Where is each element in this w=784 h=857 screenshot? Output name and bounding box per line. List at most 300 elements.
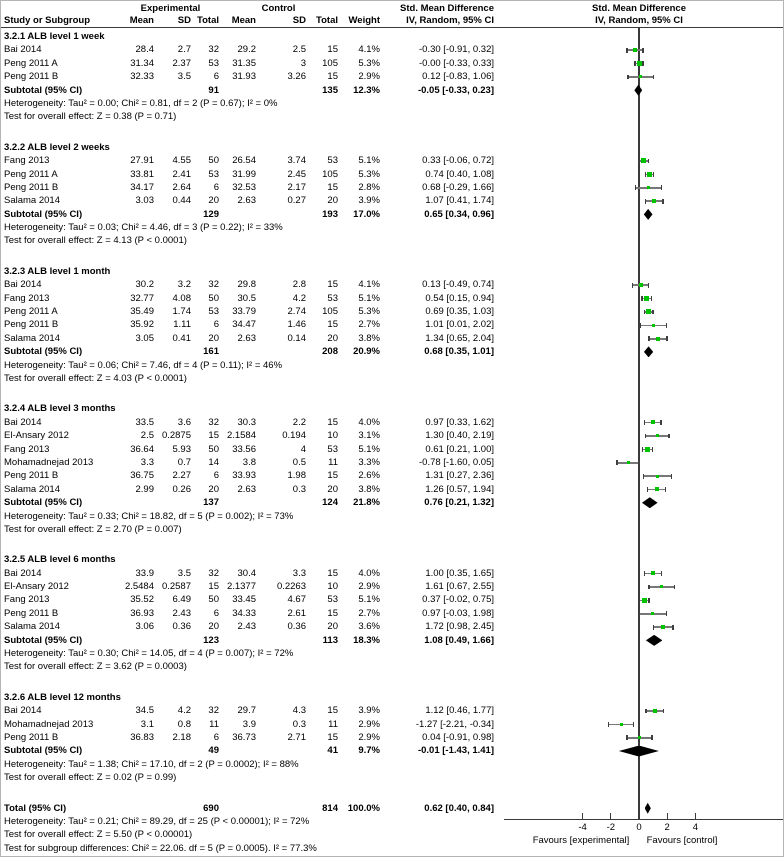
ctl-total: 113 <box>322 634 338 646</box>
plot-cell <box>504 416 784 429</box>
effect-marker <box>656 434 659 437</box>
ctl-mean: 31.35 <box>232 57 256 69</box>
pooled-diamond <box>644 209 653 220</box>
overall-effect-text: Test for overall effect: Z = 4.13 (P < 0.0001) <box>4 235 187 247</box>
exp-sd-header: SD <box>177 15 191 26</box>
ci-endcap <box>651 296 652 301</box>
study-name: Salama 2014 <box>4 195 60 207</box>
plot-method-header: IV, Random, 95% CI <box>595 15 683 26</box>
exp-mean <box>122 802 154 815</box>
effect-marker <box>651 571 655 575</box>
exp-total: 50 <box>208 594 219 606</box>
ctl-total: 15 <box>327 181 338 193</box>
smd-ci-text: 1.01 [0.01, 2.02] <box>425 319 494 331</box>
ctl-total: 53 <box>327 443 338 455</box>
study-row <box>1 704 783 717</box>
effect-marker <box>637 61 642 66</box>
exp-mean: 27.91 <box>130 155 154 167</box>
effect-marker <box>638 736 641 739</box>
exp-mean: 35.92 <box>130 319 154 331</box>
overall-effect-row <box>1 234 783 247</box>
smd-ci-text: 1.00 [0.35, 1.65] <box>425 567 494 579</box>
weight: 4.1% <box>358 44 380 56</box>
subtotal-label: Subtotal (95% CI) <box>4 497 83 509</box>
exp-sd: 1.11 <box>173 319 191 331</box>
ci-endcap <box>616 460 617 465</box>
study-column-header: Study or Subgroup <box>4 15 91 26</box>
effect-marker <box>627 461 630 464</box>
effect-marker <box>639 283 643 287</box>
exp-sd: 0.8 <box>177 718 191 730</box>
ctl-mean: 2.43 <box>237 621 256 633</box>
ctl-mean: 2.63 <box>237 195 256 207</box>
effect-marker <box>647 172 652 177</box>
exp-sd <box>154 496 191 509</box>
ctl-total: 10 <box>327 430 338 442</box>
study-name: Peng 2011 B <box>4 731 59 743</box>
effect-marker <box>647 186 650 189</box>
ci-endcap <box>639 598 640 603</box>
plot-cell <box>504 620 784 633</box>
study-name: Bai 2014 <box>4 705 42 717</box>
heterogeneity-row <box>1 647 783 660</box>
pooled-diamond <box>645 803 651 814</box>
study-row <box>1 731 783 744</box>
smd-ci-text: 1.30 [0.40, 2.19] <box>425 430 494 442</box>
ctl-total: 20 <box>327 195 338 207</box>
study-row <box>1 567 783 580</box>
exp-mean <box>122 496 154 509</box>
study-name: Mohamadnejad 2013 <box>4 718 94 730</box>
subtotal-label: Subtotal (95% CI) <box>4 346 83 358</box>
axis-tick-label: 4 <box>692 822 699 833</box>
ctl-mean-header: Mean <box>231 15 256 26</box>
ctl-mean: 3.9 <box>242 718 256 730</box>
study-name: Peng 2011 A <box>4 306 58 318</box>
exp-mean: 33.9 <box>135 567 154 579</box>
study-row <box>1 469 783 482</box>
ctl-mean <box>219 634 256 647</box>
ci-endcap <box>642 447 643 452</box>
effect-marker <box>641 158 646 163</box>
ctl-mean <box>219 208 256 221</box>
plot-cell <box>504 483 784 496</box>
study-row <box>1 718 783 731</box>
ctl-mean: 29.8 <box>237 279 256 291</box>
table-header <box>1 1 783 28</box>
study-name: Bai 2014 <box>4 279 42 291</box>
ctl-sd: 0.14 <box>287 332 306 344</box>
axis-tick <box>610 813 611 819</box>
plot-cell <box>504 168 784 181</box>
exp-mean: 28.4 <box>135 44 154 56</box>
smd-ci-text: 0.97 [-0.03, 1.98] <box>422 607 494 619</box>
plot-cell <box>504 802 784 815</box>
exp-mean-header: Mean <box>129 15 154 26</box>
axis-tick-label: 2 <box>664 822 670 833</box>
exp-mean: 33.5 <box>135 416 154 428</box>
smd-ci-text: 1.26 [0.57, 1.94] <box>425 483 494 495</box>
ctl-total: 814 <box>322 802 338 814</box>
exp-sd: 0.7 <box>177 456 191 468</box>
ci-endcap <box>645 172 646 177</box>
overall-effect-text: Test for overall effect: Z = 4.03 (P < 0.0001) <box>4 372 187 384</box>
ctl-mean: 29.2 <box>237 44 256 56</box>
effect-marker <box>653 709 657 713</box>
effect-marker <box>652 324 655 327</box>
ctl-sd: 0.194 <box>282 430 306 442</box>
exp-mean: 32.77 <box>130 292 154 304</box>
ci-endcap <box>674 585 675 590</box>
exp-mean: 35.52 <box>130 594 154 606</box>
smd-ci-text: 0.61 [0.21, 1.00] <box>425 443 494 455</box>
exp-total: 123 <box>203 634 219 646</box>
ctl-mean: 2.63 <box>237 483 256 495</box>
weight: 2.9% <box>358 581 380 593</box>
exp-mean: 3.06 <box>135 621 154 633</box>
exp-sd: 0.2875 <box>161 430 191 442</box>
subtotal-row <box>1 744 783 757</box>
weight: 3.8% <box>358 483 380 495</box>
heterogeneity-row <box>1 221 783 234</box>
ctl-total: 105 <box>322 168 338 180</box>
plot-cell <box>504 181 784 194</box>
plot-cell <box>504 593 784 606</box>
ctl-mean: 30.3 <box>237 416 256 428</box>
ci-endcap <box>644 310 645 315</box>
study-name: Salama 2014 <box>4 621 60 633</box>
ctl-sd: 0.3 <box>292 718 306 730</box>
ctl-sd <box>256 802 306 815</box>
ctl-total: 193 <box>322 208 338 220</box>
smd-ci-text: 1.07 [0.41, 1.74] <box>425 195 494 207</box>
ctl-sd: 0.3 <box>292 483 306 495</box>
exp-total: 20 <box>208 195 219 207</box>
effect-marker <box>656 475 659 478</box>
axis-tick <box>667 813 668 819</box>
ci-endcap <box>626 735 627 740</box>
ctl-mean: 33.93 <box>232 470 256 482</box>
smd-ci-text: 0.37 [-0.02, 0.75] <box>422 594 494 606</box>
heterogeneity-text: Heterogeneity: Tau² = 1.38; Chi² = 17.10, df = 2 (P = 0.0002); I² = 88% <box>4 758 299 770</box>
weight: 21.8% <box>353 497 380 509</box>
overall-effect-text: Test for overall effect: Z = 0.38 (P = 0.71) <box>4 111 177 123</box>
exp-mean: 3.1 <box>140 718 154 730</box>
ci-endcap <box>635 185 636 190</box>
weight: 3.8% <box>358 332 380 344</box>
overall-effect-row <box>1 523 783 536</box>
ctl-mean: 2.1377 <box>226 581 256 593</box>
overall-effect-row <box>1 771 783 784</box>
weight: 20.9% <box>353 346 380 358</box>
smd-ci-text: 0.69 [0.35, 1.03] <box>425 306 494 318</box>
ci-endcap <box>672 625 673 630</box>
ctl-sd: 2.8 <box>292 279 306 291</box>
exp-sd <box>154 84 191 97</box>
overall-effect-text: Test for overall effect: Z = 0.02 (P = 0.99) <box>4 772 177 784</box>
exp-total: 161 <box>203 346 219 358</box>
exp-sd: 0.36 <box>172 621 191 633</box>
weight: 4.0% <box>358 567 380 579</box>
header-column-row <box>1 15 783 27</box>
exp-sd <box>154 744 191 757</box>
exp-mean: 32.33 <box>130 71 154 83</box>
plot-cell <box>504 634 784 647</box>
plot-cell <box>504 84 784 97</box>
exp-mean: 33.81 <box>130 168 154 180</box>
exp-sd: 4.2 <box>177 705 191 717</box>
ctl-mean: 32.53 <box>232 181 256 193</box>
smd-ci-text: 0.97 [0.33, 1.62] <box>425 416 494 428</box>
study-row <box>1 181 783 194</box>
plot-cell <box>504 429 784 442</box>
exp-sd <box>154 802 191 815</box>
exp-total: 6 <box>213 470 219 482</box>
ctl-sd: 2.17 <box>287 181 306 193</box>
ci-endcap <box>663 709 664 714</box>
exp-total: 49 <box>208 745 219 757</box>
ctl-sd: 3 <box>300 57 306 69</box>
effect-marker <box>644 296 649 301</box>
exp-total: 20 <box>208 332 219 344</box>
smd-ci-text: -0.01 [-1.43, 1.41] <box>417 745 494 757</box>
total-label: Total (95% CI) <box>4 802 67 814</box>
exp-total: 6 <box>213 731 219 743</box>
ctl-total: 53 <box>327 155 338 167</box>
ci-endcap <box>648 585 649 590</box>
exp-sd: 3.5 <box>177 71 191 83</box>
smd-ci-text: 0.12 [-0.83, 1.06] <box>422 71 494 83</box>
total-heterogeneity-text: Heterogeneity: Tau² = 0.21; Chi² = 89.29, df = 25 (P < 0.00001); I² = 72% <box>4 815 310 827</box>
weight: 4.0% <box>358 416 380 428</box>
study-row <box>1 456 783 469</box>
exp-total: 91 <box>208 84 219 96</box>
ctl-sd: 3.26 <box>287 71 306 83</box>
ctl-total: 15 <box>327 279 338 291</box>
subgroup-title: 3.2.2 ALB level 2 weeks <box>4 141 110 153</box>
plot-cell <box>504 718 784 731</box>
ctl-total: 20 <box>327 621 338 633</box>
subtotal-label: Subtotal (95% CI) <box>4 208 83 220</box>
subgroup-title: 3.2.6 ALB level 12 months <box>4 691 121 703</box>
exp-sd: 5.93 <box>172 443 191 455</box>
weight: 3.9% <box>358 705 380 717</box>
ci-endcap <box>653 625 654 630</box>
ctl-total: 15 <box>327 319 338 331</box>
exp-total-header: Total <box>197 15 219 26</box>
ci-endcap <box>653 172 654 177</box>
plot-cell <box>504 744 784 757</box>
ci-endcap <box>651 735 652 740</box>
smd-ci-text: 0.68 [0.35, 1.01] <box>424 346 494 358</box>
effect-marker <box>620 723 623 726</box>
exp-total: 15 <box>208 581 219 593</box>
forest-rows <box>1 30 783 855</box>
ctl-mean: 2.1584 <box>226 430 256 442</box>
weight: 2.8% <box>358 181 380 193</box>
study-row <box>1 292 783 305</box>
study-name: El-Ansary 2012 <box>4 430 69 442</box>
ctl-mean: 33.56 <box>232 443 256 455</box>
ci-endcap <box>666 323 667 328</box>
subgroup-title: 3.2.5 ALB level 6 months <box>4 554 116 566</box>
exp-sd: 2.7 <box>177 44 191 56</box>
effect-marker <box>651 420 655 424</box>
pooled-diamond <box>619 746 659 757</box>
ctl-sd: 1.46 <box>287 319 306 331</box>
ci-endcap <box>661 571 662 576</box>
plot-cell <box>504 567 784 580</box>
ctl-mean: 33.45 <box>232 594 256 606</box>
weight: 5.1% <box>358 155 380 167</box>
ctl-sd <box>256 84 306 97</box>
plot-cell <box>504 469 784 482</box>
study-name: Peng 2011 A <box>4 168 58 180</box>
weight: 2.7% <box>358 607 380 619</box>
plot-cell <box>504 345 784 358</box>
exp-sd: 1.74 <box>172 306 191 318</box>
study-name: Bai 2014 <box>4 567 42 579</box>
ci-endcap <box>645 434 646 439</box>
exp-mean: 31.34 <box>130 57 154 69</box>
weight: 100.0% <box>347 802 380 814</box>
subgroup-title-row <box>1 265 783 278</box>
ci-endcap <box>660 420 661 425</box>
study-name: Fang 2013 <box>4 155 50 167</box>
plot-cell <box>504 456 784 469</box>
ctl-sd: 2.74 <box>287 306 306 318</box>
plot-cell <box>504 57 784 70</box>
exp-total: 6 <box>213 607 219 619</box>
plot-cell <box>504 154 784 167</box>
ctl-total: 53 <box>327 594 338 606</box>
exp-sd: 6.49 <box>172 594 191 606</box>
plot-cell <box>504 496 784 509</box>
weight: 17.0% <box>353 208 380 220</box>
overall-effect-row <box>1 660 783 673</box>
exp-total: 53 <box>208 57 219 69</box>
smd-ci-text: -0.78 [-1.60, 0.05] <box>419 456 494 468</box>
exp-mean <box>122 634 154 647</box>
exp-total: 50 <box>208 155 219 167</box>
exp-total: 137 <box>203 497 219 509</box>
study-name: Salama 2014 <box>4 332 60 344</box>
subgroup-title-row <box>1 691 783 704</box>
exp-sd: 2.41 <box>172 168 191 180</box>
exp-sd: 2.27 <box>172 470 191 482</box>
subtotal-row <box>1 496 783 509</box>
heterogeneity-text: Heterogeneity: Tau² = 0.30; Chi² = 14.05, df = 4 (P = 0.007); I² = 72% <box>4 648 294 660</box>
exp-total: 32 <box>208 44 219 56</box>
overall-effect-text: Test for overall effect: Z = 2.70 (P = 0.007) <box>4 523 182 535</box>
weight: 18.3% <box>353 634 380 646</box>
exp-total: 32 <box>208 705 219 717</box>
exp-total: 32 <box>208 567 219 579</box>
ci-endcap <box>648 283 649 288</box>
exp-total: 20 <box>208 483 219 495</box>
heterogeneity-text: Heterogeneity: Tau² = 0.33; Chi² = 18.82, df = 5 (P = 0.002); I² = 73% <box>4 510 294 522</box>
ctl-mean: 26.54 <box>232 155 256 167</box>
exp-total: 20 <box>208 621 219 633</box>
study-row <box>1 593 783 606</box>
exp-mean: 35.49 <box>130 306 154 318</box>
ci-endcap <box>648 598 649 603</box>
exp-mean: 2.99 <box>135 483 154 495</box>
ctl-total: 15 <box>327 470 338 482</box>
smd-ci-text: 1.31 [0.27, 2.36] <box>425 470 494 482</box>
heterogeneity-text: Heterogeneity: Tau² = 0.06; Chi² = 7.46, df = 4 (P = 0.11); I² = 46% <box>4 359 283 371</box>
smd-ci-text: 1.61 [0.67, 2.55] <box>425 581 494 593</box>
heterogeneity-row <box>1 359 783 372</box>
smd-ci-text: -0.05 [-0.33, 0.23] <box>417 84 494 96</box>
exp-mean: 36.93 <box>130 607 154 619</box>
ci-endcap <box>666 611 667 616</box>
effect-marker <box>651 612 654 615</box>
ci-endcap <box>643 474 644 479</box>
header-group-row <box>1 3 783 15</box>
study-name: Peng 2011 B <box>4 181 59 193</box>
effect-marker <box>661 625 665 629</box>
ci-endcap <box>666 336 667 341</box>
plot-cell <box>504 278 784 291</box>
effect-marker <box>645 447 650 452</box>
ctl-mean: 2.63 <box>237 332 256 344</box>
exp-total: 32 <box>208 416 219 428</box>
ctl-total: 15 <box>327 416 338 428</box>
exp-mean: 36.64 <box>130 443 154 455</box>
ctl-mean <box>219 744 256 757</box>
heterogeneity-text: Heterogeneity: Tau² = 0.03; Chi² = 4.46, df = 3 (P = 0.22); I² = 33% <box>4 222 283 234</box>
exp-sd <box>154 634 191 647</box>
exp-mean: 3.3 <box>140 456 154 468</box>
subgroup-differences-text: Test for subgroup differences: Chi² = 22.06. df = 5 (P = 0.0005). I² = 77.3% <box>4 842 317 854</box>
exp-mean: 2.5 <box>140 430 154 442</box>
weight: 9.7% <box>358 745 380 757</box>
ctl-sd: 4.2 <box>292 292 306 304</box>
weight: 3.9% <box>358 195 380 207</box>
study-name: Peng 2011 B <box>4 319 59 331</box>
exp-mean: 34.5 <box>135 705 154 717</box>
weight: 5.3% <box>358 57 380 69</box>
ctl-mean: 30.5 <box>237 292 256 304</box>
smd-ci-text: 1.08 [0.49, 1.66] <box>424 634 494 646</box>
weight: 3.3% <box>358 456 380 468</box>
exp-total: 53 <box>208 306 219 318</box>
plot-column-header: Std. Mean Difference <box>592 3 686 14</box>
ctl-sd: 4.67 <box>287 594 306 606</box>
smd-ci-text: -1.27 [-2.21, -0.34] <box>415 718 494 730</box>
exp-total: 6 <box>213 181 219 193</box>
plot-cell <box>504 208 784 221</box>
study-row <box>1 70 783 83</box>
subgroup-title: 3.2.4 ALB level 3 months <box>4 403 116 415</box>
effect-marker <box>642 598 647 603</box>
study-row <box>1 443 783 456</box>
ctl-sd: 4 <box>300 443 306 455</box>
weight: 2.7% <box>358 319 380 331</box>
smd-ci-text: 0.04 [-0.91, 0.98] <box>422 731 494 743</box>
exp-sd <box>154 208 191 221</box>
ci-endcap <box>642 48 643 53</box>
exp-mean <box>122 345 154 358</box>
ctl-mean: 31.93 <box>232 71 256 83</box>
ctl-sd: 2.61 <box>287 607 306 619</box>
ci-endcap <box>648 336 649 341</box>
ctl-sd: 1.98 <box>287 470 306 482</box>
ctl-total-header: Total <box>316 15 338 26</box>
study-name: Salama 2014 <box>4 483 60 495</box>
ci-endcap <box>665 487 666 492</box>
